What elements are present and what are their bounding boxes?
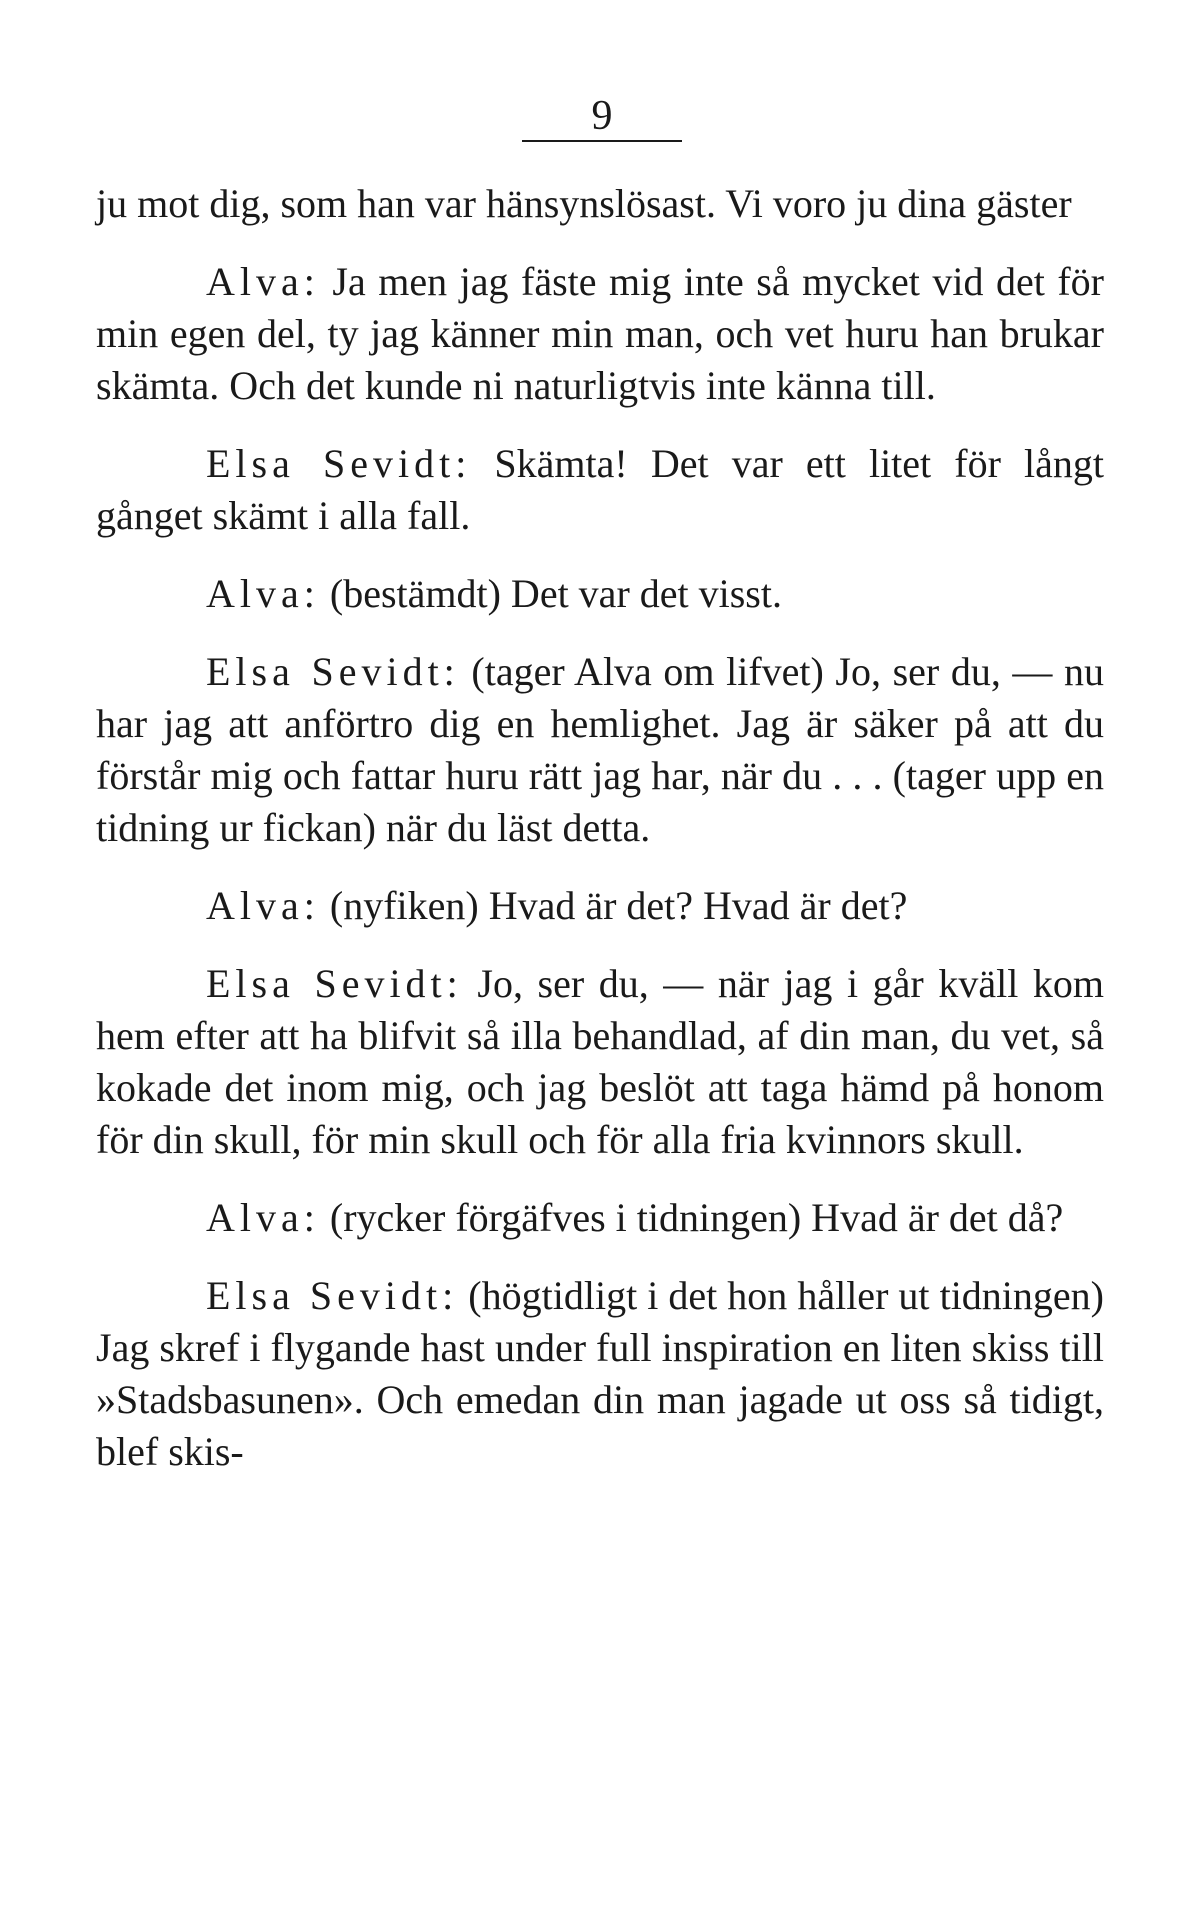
paragraph-text: Jo, ser du, — när jag i går kväll kom hem efter att ha blifvit så illa behandlad, af din man, du vet, så kokade det inom mig, och jag beslöt att taga hämd på honom för din skull, för min skull och för alla fria kvinnors skull. — [96, 961, 1104, 1162]
speaker-name: Elsa Sevidt: — [206, 961, 463, 1006]
page-number: 9 — [522, 92, 682, 142]
speaker-name: Elsa Sevidt: — [206, 441, 472, 486]
paragraph-text: Ja men jag fäste mig inte så mycket vid det för min egen del, ty jag känner min man, och vet huru han brukar skämta. Och det kunde ni naturligtvis inte känna till. — [96, 259, 1104, 408]
paragraph-1 — [96, 178, 1104, 230]
paragraph-8 — [96, 1192, 1104, 1244]
paragraph-7 — [96, 958, 1104, 1166]
paragraph-text: Skämta! Det var ett litet för långt gånget skämt i alla fall. — [96, 441, 1104, 538]
speaker-name: Alva: — [206, 883, 320, 928]
speaker-name: Alva: — [206, 1195, 320, 1240]
speaker-name: Elsa Sevidt: — [206, 649, 460, 694]
paragraph-text: ju mot dig, som han var hänsynslösast. Vi voro ju dina gäster — [96, 181, 1072, 226]
paragraph-9 — [96, 1270, 1104, 1478]
paragraph-text: (rycker förgäfves i tidningen) Hvad är det då? — [329, 1195, 1064, 1240]
paragraph-text: (nyfiken) Hvad är det? Hvad är det? — [329, 883, 908, 928]
paragraph-2 — [96, 256, 1104, 412]
page-text — [96, 178, 1104, 1504]
speaker-name: Alva: — [206, 571, 320, 616]
paragraph-6 — [96, 880, 1104, 932]
paragraph-text: (tager Alva om lifvet) Jo, ser du, — nu har jag att anförtro dig en hemlighet. Jag är säker på att du förstår mig och fattar huru rätt jag har, när du . . . (tager upp en tidning ur fickan) när du läst detta. — [96, 649, 1104, 850]
paragraph-text: (högtidligt i det hon håller ut tidningen) Jag skref i flygande hast under full inspiration en liten skiss till »Stadsbasunen». Och emedan din man jagade ut oss så tidigt, blef skis- — [96, 1273, 1104, 1474]
paragraph-4 — [96, 568, 1104, 620]
paragraph-3 — [96, 438, 1104, 542]
paragraph-5 — [96, 646, 1104, 854]
speaker-name: Elsa Sevidt: — [206, 1273, 459, 1318]
speaker-name: Alva: — [206, 259, 320, 304]
paragraph-text: (bestämdt) Det var det visst. — [329, 571, 782, 616]
